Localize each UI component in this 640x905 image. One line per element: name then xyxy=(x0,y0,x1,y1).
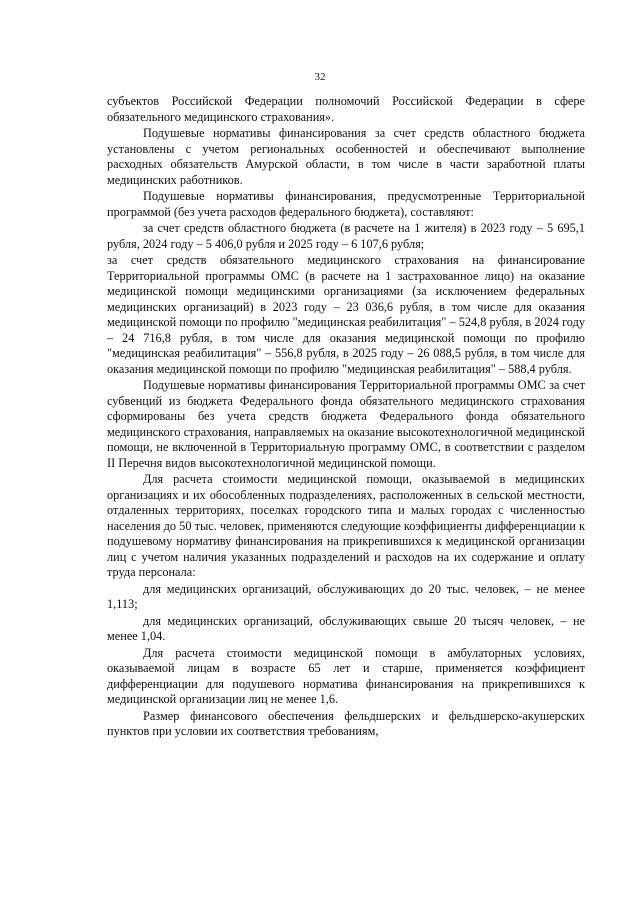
paragraph: для медицинских организаций, обслуживающих до 20 тыс. человек, – не менее 1,113; xyxy=(107,581,585,611)
paragraph: Для расчета стоимости медицинской помощи, оказываемой в медицинских организациях и их обособленных подразделениях, расположенных в сельской местности, отдаленных территориях, поселках городского типа и малых городах с численностью населения до 50 тыс. человек, применяются следующие коэффициенты дифференциации к подушевому нормативу финансирования на прикрепившихся к медицинской организации лиц с учетом наличия указанных подразделений и расходов на их содержание и оплату труда персонала: xyxy=(107,472,585,579)
paragraph: Размер финансового обеспечения фельдшерских и фельдшерско-акушерских пунктов при условии их соответствия требованиям, xyxy=(107,708,585,738)
paragraph: Для расчета стоимости медицинской помощи в амбулаторных условиях, оказываемой лицам в возрасте 65 лет и старше, применяется коэффициент дифференциации для подушевого норматива финансирования на прикрепившихся к медицинской организации лиц не менее 1,6. xyxy=(107,645,585,706)
page-number: 32 xyxy=(314,71,326,83)
paragraph: субъектов Российской Федерации полномочий Российской Федерации в сфере обязательного медицинского страхования». xyxy=(107,94,585,124)
document-body xyxy=(107,94,585,740)
paragraph: за счет средств обязательного медицинского страхования на финансирование Территориальной программы ОМС (в расчете на 1 застрахованное лицо) на оказание медицинской помощи медицинскими организациями (за исключением федеральных медицинских организаций) в 2023 году – 23 036,6 рубля, в том числе для оказания медицинской помощи по профилю "медицинская реабилитация" – 524,8 рубля, в 2024 году – 24 716,8 рубля, в том числе для оказания медицинской помощи по профилю "медицинская реабилитация" – 556,8 рубля, в 2025 году – 26 088,5 рубля, в том числе для оказания медицинской помощи по профилю "медицинская реабилитация" – 588,4 рубля. xyxy=(107,253,585,376)
paragraph: Подушевые нормативы финансирования Территориальной программы ОМС за счет субвенций из бюджета Федерального фонда обязательного медицинского страхования сформированы без учета средств бюджета Федерального фонда обязательного медицинского страхования, направляемых на оказание высокотехнологичной медицинской помощи, не включенной в Территориальную программу ОМС, в соответствии с разделом II Перечня видов высокотехнологичной медицинской помощи. xyxy=(107,378,585,470)
paragraph: Подушевые нормативы финансирования за счет средств областного бюджета установлены с учетом региональных особенностей и обеспечивают выполнение расходных обязательств Амурской области, в том числе в части заработной платы медицинских работников. xyxy=(107,126,585,187)
paragraph: за счет средств областного бюджета (в расчете на 1 жителя) в 2023 году – 5 695,1 рубля, 2024 году – 5 406,0 рубля и 2025 году – 6 107,6 рубля; xyxy=(107,221,585,251)
paragraph: для медицинских организаций, обслуживающих свыше 20 тысяч человек, – не менее 1,04. xyxy=(107,613,585,643)
paragraph: Подушевые нормативы финансирования, предусмотренные Территориальной программой (без учета расходов федерального бюджета), составляют: xyxy=(107,189,585,219)
